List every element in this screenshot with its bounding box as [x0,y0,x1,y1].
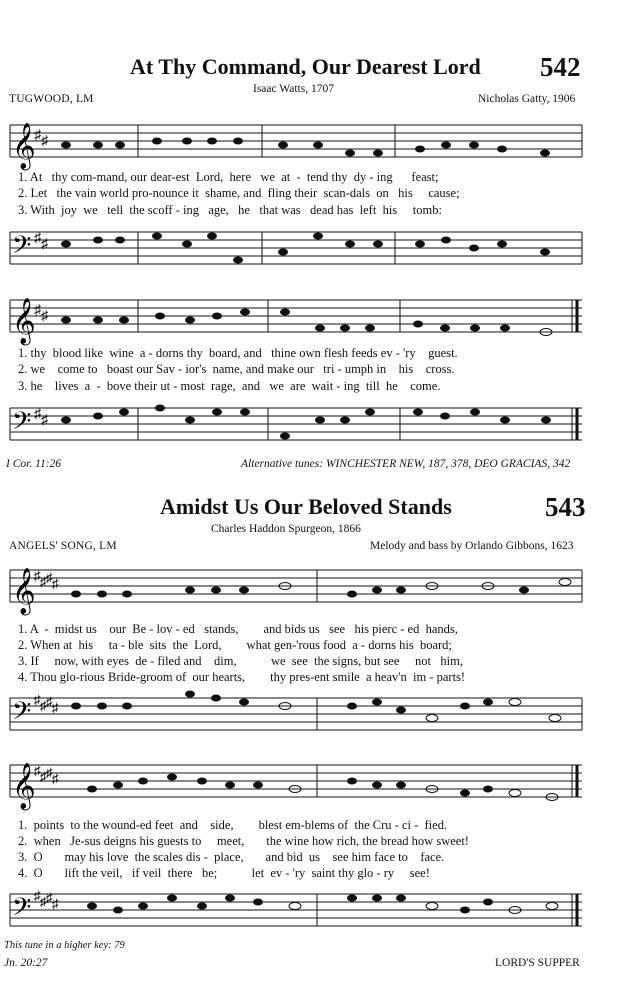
verse-line: 1. At thy com-mand, our dear-est Lord, here we at - tend thy dy - ing feast; [18,170,439,184]
svg-text:𝄢: 𝄢 [12,231,32,266]
hymn-title: At Thy Command, Our Dearest Lord [130,54,481,79]
verse-line: 3. he lives a - bove their ut - most rage, and we are wait - ing till he come. [18,379,441,393]
svg-text:𝄞: 𝄞 [12,568,36,614]
svg-text:♯: ♯ [41,134,48,149]
svg-text:♯: ♯ [34,303,41,318]
hymn-number: 542 [540,52,581,82]
verse-line: 4. O lift the veil, if veil there be; let ev - 'ry saint thy glo - ry see! [18,866,430,880]
svg-text:𝄞: 𝄞 [12,298,36,344]
svg-text:𝄢: 𝄢 [12,407,32,442]
svg-text:♯: ♯ [34,692,41,707]
svg-text:♯: ♯ [34,763,41,778]
svg-text:♯: ♯ [34,407,41,422]
verse-line: 2. when Je-sus deigns his guests to meet, the wine how rich, the bread how sweet! [18,834,469,848]
svg-text:♯: ♯ [46,890,53,905]
verse-line: 2. When at his ta - ble sits the Lord, what gen-'rous food a - dorns his board; [18,638,452,652]
svg-text:♯: ♯ [34,128,41,143]
svg-text:♯: ♯ [52,576,59,591]
verse-line: 1. points to the wound-ed feet and side, blest em-blems of the Cru - ci - fied. [18,818,448,832]
svg-text:♯: ♯ [52,700,59,715]
verse-line: 1. thy blood like wine a - dorns thy board, and thine own flesh feeds ev - 'ry guest. [18,346,458,360]
verse-line: 3. With joy we tell the scoff - ing age, he that was dead has left his tomb: [18,203,442,217]
scripture-ref: I Cor. 11:26 [6,458,62,470]
treble-staff [0,755,640,815]
topic-label: LORD'S SUPPER [495,957,580,969]
svg-text:♯: ♯ [40,769,47,784]
svg-text:♯: ♯ [52,771,59,786]
bass-staff [0,222,640,282]
music-author: Nicholas Gatty, 1906 [478,93,576,105]
svg-text:𝄞: 𝄞 [12,123,36,169]
treble-staff [0,560,640,620]
svg-text:♯: ♯ [34,231,41,246]
treble-staff [0,115,640,175]
svg-text:♯: ♯ [34,888,41,903]
svg-text:𝄢: 𝄢 [12,697,32,732]
verse-line: 3. If now, with eyes de - filed and dim, we see the signs, but see not him, [18,654,463,668]
bass-staff [0,398,640,458]
svg-text:𝄞: 𝄞 [12,763,36,809]
words-author: Isaac Watts, 1707 [253,83,334,95]
svg-text:♯: ♯ [41,413,48,428]
svg-text:♯: ♯ [52,896,59,911]
svg-text:♯: ♯ [41,309,48,324]
svg-text:𝄢: 𝄢 [12,893,32,928]
music-author: Melody and bass by Orlando Gibbons, 1623 [370,540,574,552]
tune-name: TUGWOOD, LM [9,93,94,105]
verse-line: 2. we come to boast our Sav - ior's name, and make our tri - umph in his cross. [18,362,455,376]
verse-line: 1. A - midst us our Be - lov - ed stands, and bids us see his pierc - ed hands, [18,622,458,636]
svg-text:♯: ♯ [40,894,47,909]
verse-line: 2. Let the vain world pro-nounce it shame, and fling their scan-dals on his cause; [18,186,460,200]
svg-text:♯: ♯ [40,698,47,713]
hymn-title: Amidst Us Our Beloved Stands [160,494,452,519]
verse-line: 4. Thou glo-rious Bride-groom of our hearts, thy pres-ent smile a heav'n im - parts! [18,670,466,684]
treble-staff [0,290,640,350]
words-author: Charles Haddon Spurgeon, 1866 [211,523,361,535]
svg-text:♯: ♯ [41,237,48,252]
bass-staff [0,884,640,944]
bass-staff [0,688,640,748]
tune-name: ANGELS' SONG, LM [9,540,117,552]
svg-text:♯: ♯ [46,765,53,780]
higher-key-note: This tune in a higher key: 79 [4,940,125,951]
svg-text:♯: ♯ [40,574,47,589]
svg-text:♯: ♯ [46,570,53,585]
svg-text:♯: ♯ [46,694,53,709]
alternative-tunes: Alternative tunes: WINCHESTER NEW, 187, 378, DEO GRACIAS, 342 [241,458,571,470]
scripture-ref: Jn. 20:27 [4,957,48,969]
svg-text:♯: ♯ [34,568,41,583]
verse-line: 3. O may his love the scales dis - place, and bid us see him face to face. [18,850,445,864]
hymn-number: 543 [545,492,586,522]
